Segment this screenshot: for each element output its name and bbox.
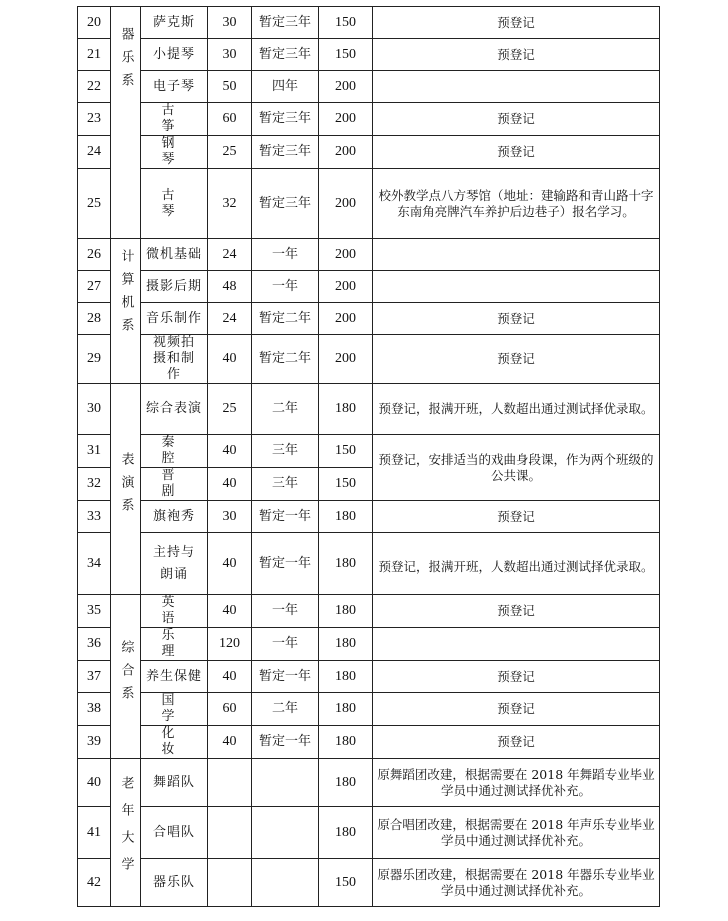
course-fee: 150 [319, 7, 373, 39]
course-note: 预登记 [373, 693, 660, 726]
course-hours: 40 [208, 335, 252, 384]
department-cell [111, 7, 141, 239]
course-fee: 180 [319, 628, 373, 661]
course-fee: 200 [319, 335, 373, 384]
course-note: 预登记 [373, 726, 660, 759]
course-hours: 40 [208, 468, 252, 501]
course-name: 小提琴 [141, 39, 208, 71]
department-cell [111, 239, 141, 384]
row-number: 34 [78, 533, 111, 595]
course-duration: 二年 [252, 384, 319, 435]
course-hours: 120 [208, 628, 252, 661]
course-name: 微机基础 [141, 239, 208, 271]
course-hours: 40 [208, 595, 252, 628]
course-name: 养生保健 [141, 661, 208, 693]
course-name: 古 琴 [141, 169, 208, 239]
course-fee: 200 [319, 239, 373, 271]
course-fee: 180 [319, 384, 373, 435]
course-hours: 24 [208, 239, 252, 271]
table-row [78, 533, 660, 595]
course-hours: 40 [208, 533, 252, 595]
course-name: 合唱队 [141, 807, 208, 859]
course-duration: 暂定三年 [252, 136, 319, 169]
course-fee: 150 [319, 39, 373, 71]
row-number: 21 [78, 39, 111, 71]
course-fee: 150 [319, 468, 373, 501]
course-fee: 150 [319, 859, 373, 907]
row-number: 37 [78, 661, 111, 693]
course-note [373, 271, 660, 303]
department-cell [111, 384, 141, 595]
table-row [78, 384, 660, 435]
course-note [373, 628, 660, 661]
row-number: 23 [78, 103, 111, 136]
course-hours: 24 [208, 303, 252, 335]
table-row [78, 628, 660, 661]
course-note: 预登记 [373, 7, 660, 39]
course-duration: 暂定三年 [252, 103, 319, 136]
course-duration: 暂定一年 [252, 533, 319, 595]
table-row [78, 759, 660, 807]
course-note: 预登记，报满开班，人数超出通过测试择优录取。 [373, 384, 660, 435]
course-fee: 180 [319, 759, 373, 807]
table-row [78, 595, 660, 628]
course-note: 预登记 [373, 661, 660, 693]
course-name: 综合表演 [141, 384, 208, 435]
course-duration: 暂定三年 [252, 39, 319, 71]
department-label: 表演系 [118, 452, 134, 521]
course-duration: 暂定三年 [252, 169, 319, 239]
table-row [78, 501, 660, 533]
course-hours: 30 [208, 501, 252, 533]
course-note: 预登记，安排适当的戏曲身段课，作为两个班级的公共课。 [373, 435, 660, 501]
row-number: 27 [78, 271, 111, 303]
row-number: 42 [78, 859, 111, 907]
course-duration: 暂定三年 [252, 7, 319, 39]
course-table [77, 6, 660, 907]
course-hours: 25 [208, 136, 252, 169]
course-name: 古 筝 [141, 103, 208, 136]
course-name: 器乐队 [141, 859, 208, 907]
table-row [78, 39, 660, 71]
course-duration: 一年 [252, 595, 319, 628]
course-note: 预登记 [373, 595, 660, 628]
course-note: 预登记 [373, 39, 660, 71]
table-row [78, 807, 660, 859]
course-fee: 180 [319, 661, 373, 693]
department-cell [111, 759, 141, 907]
course-note [373, 71, 660, 103]
department-label: 老年大学 [118, 776, 134, 884]
course-duration: 二年 [252, 693, 319, 726]
course-name: 视频拍摄和制作 [141, 335, 208, 384]
row-number: 33 [78, 501, 111, 533]
course-duration: 三年 [252, 435, 319, 468]
course-duration: 暂定二年 [252, 335, 319, 384]
course-duration [252, 807, 319, 859]
table-row [78, 435, 660, 468]
course-hours: 25 [208, 384, 252, 435]
course-duration [252, 859, 319, 907]
course-fee: 180 [319, 807, 373, 859]
course-duration: 四年 [252, 71, 319, 103]
course-name: 钢 琴 [141, 136, 208, 169]
course-hours: 48 [208, 271, 252, 303]
course-hours: 50 [208, 71, 252, 103]
course-duration: 暂定一年 [252, 501, 319, 533]
course-duration: 暂定二年 [252, 303, 319, 335]
course-name: 国 学 [141, 693, 208, 726]
course-name: 晋 剧 [141, 468, 208, 501]
course-note: 原器乐团改建，根据需要在 2018 年器乐专业毕业学员中通过测试择优补充。 [373, 859, 660, 907]
row-number: 25 [78, 169, 111, 239]
row-number: 38 [78, 693, 111, 726]
course-name: 摄影后期 [141, 271, 208, 303]
row-number: 36 [78, 628, 111, 661]
table-row [78, 661, 660, 693]
table-row [78, 136, 660, 169]
course-duration: 三年 [252, 468, 319, 501]
course-note: 预登记 [373, 103, 660, 136]
course-fee: 180 [319, 501, 373, 533]
row-number: 24 [78, 136, 111, 169]
course-name: 英 语 [141, 595, 208, 628]
course-name: 萨克斯 [141, 7, 208, 39]
course-note [373, 239, 660, 271]
course-hours: 40 [208, 435, 252, 468]
course-name: 化 妆 [141, 726, 208, 759]
course-fee: 200 [319, 303, 373, 335]
course-fee: 180 [319, 693, 373, 726]
row-number: 40 [78, 759, 111, 807]
course-hours: 60 [208, 103, 252, 136]
course-fee: 180 [319, 595, 373, 628]
course-fee: 150 [319, 435, 373, 468]
department-label: 器乐系 [118, 27, 134, 96]
course-duration: 暂定一年 [252, 661, 319, 693]
department-label: 计算机系 [118, 249, 134, 341]
course-hours [208, 807, 252, 859]
table-row [78, 239, 660, 271]
table-row [78, 859, 660, 907]
course-note: 预登记，报满开班，人数超出通过测试择优录取。 [373, 533, 660, 595]
course-name: 音乐制作 [141, 303, 208, 335]
table-row [78, 71, 660, 103]
department-cell [111, 595, 141, 759]
course-name: 乐 理 [141, 628, 208, 661]
course-fee: 180 [319, 726, 373, 759]
table-row [78, 335, 660, 384]
course-note: 预登记 [373, 303, 660, 335]
table-row [78, 303, 660, 335]
row-number: 29 [78, 335, 111, 384]
course-fee: 200 [319, 71, 373, 103]
table-row [78, 693, 660, 726]
course-hours: 40 [208, 726, 252, 759]
course-hours: 30 [208, 7, 252, 39]
course-fee: 200 [319, 103, 373, 136]
course-duration: 一年 [252, 628, 319, 661]
row-number: 20 [78, 7, 111, 39]
course-fee: 200 [319, 136, 373, 169]
course-fee: 200 [319, 169, 373, 239]
course-hours: 30 [208, 39, 252, 71]
table-row [78, 271, 660, 303]
course-note: 预登记 [373, 501, 660, 533]
table-row [78, 726, 660, 759]
course-note: 原舞蹈团改建，根据需要在 2018 年舞蹈专业毕业学员中通过测试择优补充。 [373, 759, 660, 807]
course-note: 预登记 [373, 136, 660, 169]
row-number: 39 [78, 726, 111, 759]
table-row [78, 7, 660, 39]
course-hours [208, 759, 252, 807]
course-fee: 200 [319, 271, 373, 303]
course-hours: 60 [208, 693, 252, 726]
table-row [78, 103, 660, 136]
row-number: 41 [78, 807, 111, 859]
course-hours: 32 [208, 169, 252, 239]
course-name: 舞蹈队 [141, 759, 208, 807]
course-name: 主持与朗诵 [141, 533, 208, 595]
course-note: 预登记 [373, 335, 660, 384]
course-note: 原合唱团改建，根据需要在 2018 年声乐专业毕业学员中通过测试择优补充。 [373, 807, 660, 859]
course-duration [252, 759, 319, 807]
row-number: 22 [78, 71, 111, 103]
table-row [78, 169, 660, 239]
department-label: 综合系 [118, 639, 134, 709]
row-number: 26 [78, 239, 111, 271]
row-number: 32 [78, 468, 111, 501]
course-duration: 一年 [252, 271, 319, 303]
course-hours [208, 859, 252, 907]
row-number: 28 [78, 303, 111, 335]
row-number: 35 [78, 595, 111, 628]
course-name: 旗袍秀 [141, 501, 208, 533]
course-name: 电子琴 [141, 71, 208, 103]
course-hours: 40 [208, 661, 252, 693]
row-number: 31 [78, 435, 111, 468]
course-duration: 一年 [252, 239, 319, 271]
course-note: 校外教学点八方琴馆（地址：建输路和青山路十字东南角亮牌汽车养护后边巷子）报名学习。 [373, 169, 660, 239]
course-name: 秦 腔 [141, 435, 208, 468]
course-duration: 暂定一年 [252, 726, 319, 759]
course-fee: 180 [319, 533, 373, 595]
row-number: 30 [78, 384, 111, 435]
